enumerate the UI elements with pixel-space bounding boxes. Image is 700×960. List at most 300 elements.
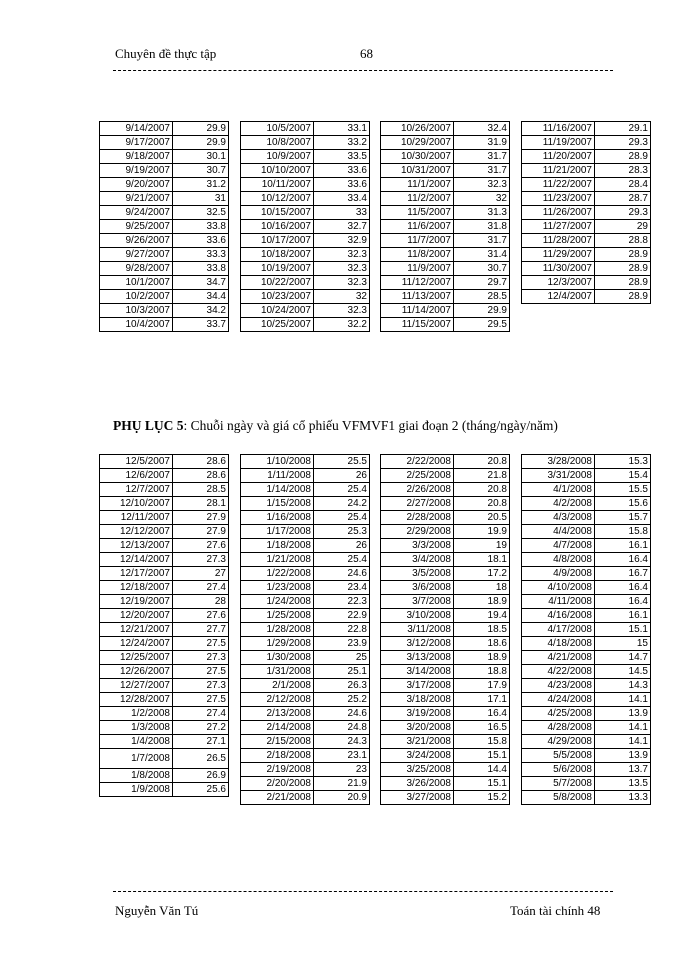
table-row xyxy=(381,707,510,721)
price-cell: 31.7 xyxy=(454,150,510,164)
table-row xyxy=(381,304,510,318)
price-cell: 25.4 xyxy=(314,483,370,497)
date-cell: 2/26/2008 xyxy=(381,483,454,497)
table-row xyxy=(100,234,229,248)
date-cell: 3/6/2008 xyxy=(381,581,454,595)
table-row xyxy=(522,206,651,220)
price-cell: 32.3 xyxy=(314,262,370,276)
date-cell: 11/27/2007 xyxy=(522,220,595,234)
table-row xyxy=(241,763,370,777)
date-cell: 12/13/2007 xyxy=(100,539,173,553)
table-row xyxy=(381,262,510,276)
price-cell: 27.5 xyxy=(173,665,229,679)
date-cell: 3/24/2008 xyxy=(381,749,454,763)
date-cell: 2/20/2008 xyxy=(241,777,314,791)
table-row xyxy=(522,248,651,262)
date-cell: 12/14/2007 xyxy=(100,553,173,567)
date-cell: 3/31/2008 xyxy=(522,469,595,483)
price-cell: 26 xyxy=(314,469,370,483)
date-cell: 11/12/2007 xyxy=(381,276,454,290)
table-row xyxy=(522,164,651,178)
price-cell: 28.8 xyxy=(595,234,651,248)
date-cell: 3/4/2008 xyxy=(381,553,454,567)
table-row xyxy=(522,777,651,791)
price-cell: 27.4 xyxy=(173,707,229,721)
table-row xyxy=(522,511,651,525)
date-cell: 9/19/2007 xyxy=(100,164,173,178)
table-row xyxy=(522,595,651,609)
price-cell: 14.1 xyxy=(595,735,651,749)
date-cell: 2/15/2008 xyxy=(241,735,314,749)
table-row xyxy=(381,651,510,665)
table-row xyxy=(381,234,510,248)
price-cell: 27.3 xyxy=(173,553,229,567)
price-cell: 29.3 xyxy=(595,206,651,220)
table-row xyxy=(100,276,229,290)
date-cell: 12/20/2007 xyxy=(100,609,173,623)
table-row xyxy=(381,525,510,539)
price-cell: 25.2 xyxy=(314,693,370,707)
price-cell: 31.9 xyxy=(454,136,510,150)
date-cell: 1/9/2008 xyxy=(100,783,173,797)
table-part1-col1 xyxy=(99,121,229,332)
price-cell: 28.7 xyxy=(595,192,651,206)
price-cell: 29.7 xyxy=(454,276,510,290)
price-cell: 27.9 xyxy=(173,511,229,525)
table-row xyxy=(241,581,370,595)
price-cell: 14.3 xyxy=(595,679,651,693)
table-row xyxy=(522,220,651,234)
date-cell: 10/24/2007 xyxy=(241,304,314,318)
date-cell: 3/12/2008 xyxy=(381,637,454,651)
price-cell: 34.7 xyxy=(173,276,229,290)
date-cell: 10/29/2007 xyxy=(381,136,454,150)
date-cell: 3/3/2008 xyxy=(381,539,454,553)
price-cell: 20.8 xyxy=(454,483,510,497)
price-cell: 29.9 xyxy=(173,136,229,150)
date-cell: 10/26/2007 xyxy=(381,122,454,136)
price-cell: 16.5 xyxy=(454,721,510,735)
table-row xyxy=(100,318,229,332)
date-cell: 4/7/2008 xyxy=(522,539,595,553)
date-cell: 3/19/2008 xyxy=(381,707,454,721)
table-row xyxy=(381,721,510,735)
price-cell: 34.4 xyxy=(173,290,229,304)
caption-label: PHỤ LỤC 5 xyxy=(113,418,184,433)
date-cell: 11/21/2007 xyxy=(522,164,595,178)
date-cell: 3/27/2008 xyxy=(381,791,454,805)
table-row xyxy=(241,791,370,805)
date-cell: 2/1/2008 xyxy=(241,679,314,693)
date-cell: 11/29/2007 xyxy=(522,248,595,262)
table-row xyxy=(381,178,510,192)
price-cell: 27.3 xyxy=(173,679,229,693)
date-cell: 3/7/2008 xyxy=(381,595,454,609)
date-cell: 12/11/2007 xyxy=(100,511,173,525)
price-cell: 28.9 xyxy=(595,262,651,276)
date-cell: 10/25/2007 xyxy=(241,318,314,332)
date-cell: 9/26/2007 xyxy=(100,234,173,248)
table-row xyxy=(381,136,510,150)
price-cell: 16.7 xyxy=(595,567,651,581)
table-row xyxy=(381,248,510,262)
table-row xyxy=(522,679,651,693)
table-part1-col4 xyxy=(521,121,651,304)
table-row xyxy=(381,122,510,136)
price-cell: 33.3 xyxy=(173,248,229,262)
date-cell: 11/5/2007 xyxy=(381,206,454,220)
date-cell: 5/7/2008 xyxy=(522,777,595,791)
price-cell: 15.8 xyxy=(454,735,510,749)
price-cell: 33.8 xyxy=(173,262,229,276)
price-cell: 27 xyxy=(173,567,229,581)
price-cell: 34.2 xyxy=(173,304,229,318)
table-row xyxy=(241,220,370,234)
date-cell: 11/22/2007 xyxy=(522,178,595,192)
date-cell: 9/14/2007 xyxy=(100,122,173,136)
date-cell: 4/16/2008 xyxy=(522,609,595,623)
date-cell: 3/17/2008 xyxy=(381,679,454,693)
date-cell: 12/3/2007 xyxy=(522,276,595,290)
table-row xyxy=(100,783,229,797)
date-cell: 10/31/2007 xyxy=(381,164,454,178)
price-cell: 15.7 xyxy=(595,511,651,525)
table-row xyxy=(381,609,510,623)
price-cell: 26.3 xyxy=(314,679,370,693)
table-row xyxy=(241,609,370,623)
date-cell: 12/5/2007 xyxy=(100,455,173,469)
table-row xyxy=(381,777,510,791)
table-part1-col3 xyxy=(380,121,510,332)
table-row xyxy=(241,511,370,525)
date-cell: 12/26/2007 xyxy=(100,665,173,679)
price-cell: 28 xyxy=(173,595,229,609)
date-cell: 5/6/2008 xyxy=(522,763,595,777)
date-cell: 1/2/2008 xyxy=(100,707,173,721)
date-cell: 3/13/2008 xyxy=(381,651,454,665)
table-row xyxy=(381,483,510,497)
table-row xyxy=(100,637,229,651)
table-row xyxy=(381,150,510,164)
table-row xyxy=(381,595,510,609)
date-cell: 11/1/2007 xyxy=(381,178,454,192)
date-cell: 4/24/2008 xyxy=(522,693,595,707)
table-row xyxy=(381,276,510,290)
price-cell: 28.9 xyxy=(595,276,651,290)
date-cell: 1/28/2008 xyxy=(241,623,314,637)
date-cell: 4/4/2008 xyxy=(522,525,595,539)
table-row xyxy=(522,539,651,553)
date-cell: 10/30/2007 xyxy=(381,150,454,164)
footer-divider xyxy=(113,891,613,892)
price-cell: 18.9 xyxy=(454,595,510,609)
table-row xyxy=(241,122,370,136)
date-cell: 4/22/2008 xyxy=(522,665,595,679)
price-cell: 15.3 xyxy=(595,455,651,469)
table-row xyxy=(241,777,370,791)
price-cell: 15.2 xyxy=(454,791,510,805)
date-cell: 12/10/2007 xyxy=(100,497,173,511)
table-row xyxy=(381,455,510,469)
price-cell: 30.7 xyxy=(454,262,510,276)
price-cell: 24.2 xyxy=(314,497,370,511)
date-cell: 9/20/2007 xyxy=(100,178,173,192)
date-cell: 9/28/2007 xyxy=(100,262,173,276)
price-cell: 23.9 xyxy=(314,637,370,651)
price-cell: 14.4 xyxy=(454,763,510,777)
price-cell: 18.6 xyxy=(454,637,510,651)
table-row xyxy=(100,511,229,525)
price-cell: 14.1 xyxy=(595,721,651,735)
price-cell: 31 xyxy=(173,192,229,206)
date-cell: 2/25/2008 xyxy=(381,469,454,483)
table-row xyxy=(100,623,229,637)
price-cell: 15.1 xyxy=(454,777,510,791)
date-cell: 10/5/2007 xyxy=(241,122,314,136)
price-cell: 23.1 xyxy=(314,749,370,763)
header-page-number: 68 xyxy=(360,46,373,61)
date-cell: 10/22/2007 xyxy=(241,276,314,290)
price-cell: 32.5 xyxy=(173,206,229,220)
price-cell: 24.6 xyxy=(314,707,370,721)
date-cell: 2/19/2008 xyxy=(241,763,314,777)
date-cell: 10/9/2007 xyxy=(241,150,314,164)
price-cell: 33.1 xyxy=(314,122,370,136)
table-row xyxy=(241,539,370,553)
date-cell: 2/13/2008 xyxy=(241,707,314,721)
price-cell: 27.5 xyxy=(173,693,229,707)
date-cell: 12/28/2007 xyxy=(100,693,173,707)
price-cell: 25.3 xyxy=(314,525,370,539)
price-cell: 16.4 xyxy=(454,707,510,721)
price-cell: 25.6 xyxy=(173,783,229,797)
table-row xyxy=(522,735,651,749)
date-cell: 1/29/2008 xyxy=(241,637,314,651)
date-cell: 12/6/2007 xyxy=(100,469,173,483)
table-row xyxy=(241,721,370,735)
table-row xyxy=(100,769,229,783)
table-row xyxy=(241,525,370,539)
date-cell: 11/2/2007 xyxy=(381,192,454,206)
price-cell: 21.8 xyxy=(454,469,510,483)
table-row xyxy=(100,665,229,679)
table-row xyxy=(381,469,510,483)
date-cell: 4/11/2008 xyxy=(522,595,595,609)
price-cell: 27.6 xyxy=(173,539,229,553)
table-row xyxy=(100,164,229,178)
price-cell: 31.3 xyxy=(454,206,510,220)
price-cell: 29 xyxy=(595,220,651,234)
price-cell: 15.5 xyxy=(595,483,651,497)
table-row xyxy=(381,220,510,234)
price-cell: 13.7 xyxy=(595,763,651,777)
table-row xyxy=(100,178,229,192)
price-cell: 15.1 xyxy=(595,623,651,637)
table-row xyxy=(100,609,229,623)
date-cell: 3/25/2008 xyxy=(381,763,454,777)
table-row xyxy=(522,749,651,763)
price-cell: 15.6 xyxy=(595,497,651,511)
table-row xyxy=(381,665,510,679)
date-cell: 9/24/2007 xyxy=(100,206,173,220)
date-cell: 11/15/2007 xyxy=(381,318,454,332)
date-cell: 12/18/2007 xyxy=(100,581,173,595)
price-cell: 18.8 xyxy=(454,665,510,679)
price-cell: 33.4 xyxy=(314,192,370,206)
price-cell: 21.9 xyxy=(314,777,370,791)
table-row xyxy=(381,497,510,511)
price-cell: 32.3 xyxy=(454,178,510,192)
price-cell: 23.4 xyxy=(314,581,370,595)
table-row xyxy=(100,290,229,304)
table-row xyxy=(241,735,370,749)
table-row xyxy=(522,469,651,483)
price-cell: 20.8 xyxy=(454,455,510,469)
table-row xyxy=(241,455,370,469)
date-cell: 4/21/2008 xyxy=(522,651,595,665)
price-cell: 31.4 xyxy=(454,248,510,262)
table-row xyxy=(381,511,510,525)
price-cell: 28.1 xyxy=(173,497,229,511)
price-cell: 22.8 xyxy=(314,623,370,637)
date-cell: 10/1/2007 xyxy=(100,276,173,290)
price-cell: 16.1 xyxy=(595,539,651,553)
price-cell: 27.9 xyxy=(173,525,229,539)
date-cell: 10/3/2007 xyxy=(100,304,173,318)
table-row xyxy=(100,483,229,497)
date-cell: 11/13/2007 xyxy=(381,290,454,304)
date-cell: 10/11/2007 xyxy=(241,178,314,192)
table-row xyxy=(522,178,651,192)
date-cell: 10/15/2007 xyxy=(241,206,314,220)
price-cell: 24.6 xyxy=(314,567,370,581)
price-cell: 20.9 xyxy=(314,791,370,805)
date-cell: 10/10/2007 xyxy=(241,164,314,178)
price-cell: 27.7 xyxy=(173,623,229,637)
price-cell: 33.5 xyxy=(314,150,370,164)
price-cell: 28.6 xyxy=(173,469,229,483)
price-cell: 30.1 xyxy=(173,150,229,164)
table-row xyxy=(100,220,229,234)
date-cell: 1/31/2008 xyxy=(241,665,314,679)
date-cell: 12/21/2007 xyxy=(100,623,173,637)
price-cell: 32.7 xyxy=(314,220,370,234)
table-part2-col4 xyxy=(521,454,651,805)
price-cell: 32.4 xyxy=(454,122,510,136)
table-row xyxy=(522,455,651,469)
date-cell: 1/17/2008 xyxy=(241,525,314,539)
price-cell: 22.3 xyxy=(314,595,370,609)
price-cell: 25.1 xyxy=(314,665,370,679)
table-row xyxy=(522,150,651,164)
table-row xyxy=(381,164,510,178)
date-cell: 3/5/2008 xyxy=(381,567,454,581)
table-row xyxy=(381,539,510,553)
price-cell: 15 xyxy=(595,637,651,651)
price-cell: 32 xyxy=(314,290,370,304)
date-cell: 5/8/2008 xyxy=(522,791,595,805)
price-cell: 19.4 xyxy=(454,609,510,623)
date-cell: 1/16/2008 xyxy=(241,511,314,525)
price-cell: 32 xyxy=(454,192,510,206)
table-row xyxy=(241,665,370,679)
price-cell: 17.1 xyxy=(454,693,510,707)
table-row xyxy=(241,192,370,206)
table-row xyxy=(241,276,370,290)
table-row xyxy=(100,206,229,220)
date-cell: 1/15/2008 xyxy=(241,497,314,511)
date-cell: 4/25/2008 xyxy=(522,707,595,721)
table-row xyxy=(241,234,370,248)
price-cell: 13.3 xyxy=(595,791,651,805)
price-cell: 28.9 xyxy=(595,150,651,164)
date-cell: 4/1/2008 xyxy=(522,483,595,497)
table-row xyxy=(381,581,510,595)
date-cell: 1/14/2008 xyxy=(241,483,314,497)
table-row xyxy=(522,637,651,651)
date-cell: 4/17/2008 xyxy=(522,623,595,637)
table-row xyxy=(522,707,651,721)
date-cell: 10/18/2007 xyxy=(241,248,314,262)
table-row xyxy=(100,595,229,609)
price-cell: 19.9 xyxy=(454,525,510,539)
date-cell: 11/14/2007 xyxy=(381,304,454,318)
date-cell: 2/21/2008 xyxy=(241,791,314,805)
table-row xyxy=(522,553,651,567)
price-cell: 33.8 xyxy=(173,220,229,234)
date-cell: 2/27/2008 xyxy=(381,497,454,511)
table-row xyxy=(241,679,370,693)
date-cell: 9/21/2007 xyxy=(100,192,173,206)
table-row xyxy=(100,721,229,735)
date-cell: 4/29/2008 xyxy=(522,735,595,749)
price-cell: 25.4 xyxy=(314,553,370,567)
table-row xyxy=(241,178,370,192)
table-row xyxy=(241,136,370,150)
date-cell: 12/24/2007 xyxy=(100,637,173,651)
table-row xyxy=(100,136,229,150)
table-part2-col1 xyxy=(99,454,229,797)
date-cell: 4/8/2008 xyxy=(522,553,595,567)
price-cell: 13.5 xyxy=(595,777,651,791)
date-cell: 12/4/2007 xyxy=(522,290,595,304)
date-cell: 1/30/2008 xyxy=(241,651,314,665)
table-row xyxy=(241,248,370,262)
date-cell: 9/27/2007 xyxy=(100,248,173,262)
date-cell: 2/14/2008 xyxy=(241,721,314,735)
date-cell: 10/19/2007 xyxy=(241,262,314,276)
table-row xyxy=(241,595,370,609)
price-cell: 22.9 xyxy=(314,609,370,623)
price-cell: 20.8 xyxy=(454,497,510,511)
date-cell: 1/7/2008 xyxy=(100,749,173,769)
table-row xyxy=(241,290,370,304)
table-row xyxy=(522,192,651,206)
table-row xyxy=(100,567,229,581)
date-cell: 11/16/2007 xyxy=(522,122,595,136)
table-part2-col3 xyxy=(380,454,510,805)
date-cell: 3/26/2008 xyxy=(381,777,454,791)
date-cell: 2/29/2008 xyxy=(381,525,454,539)
price-cell: 25.5 xyxy=(314,455,370,469)
price-cell: 18.5 xyxy=(454,623,510,637)
table-row xyxy=(241,637,370,651)
table-row xyxy=(522,693,651,707)
price-cell: 32.9 xyxy=(314,234,370,248)
price-cell: 27.2 xyxy=(173,721,229,735)
price-cell: 33.6 xyxy=(314,178,370,192)
date-cell: 10/16/2007 xyxy=(241,220,314,234)
